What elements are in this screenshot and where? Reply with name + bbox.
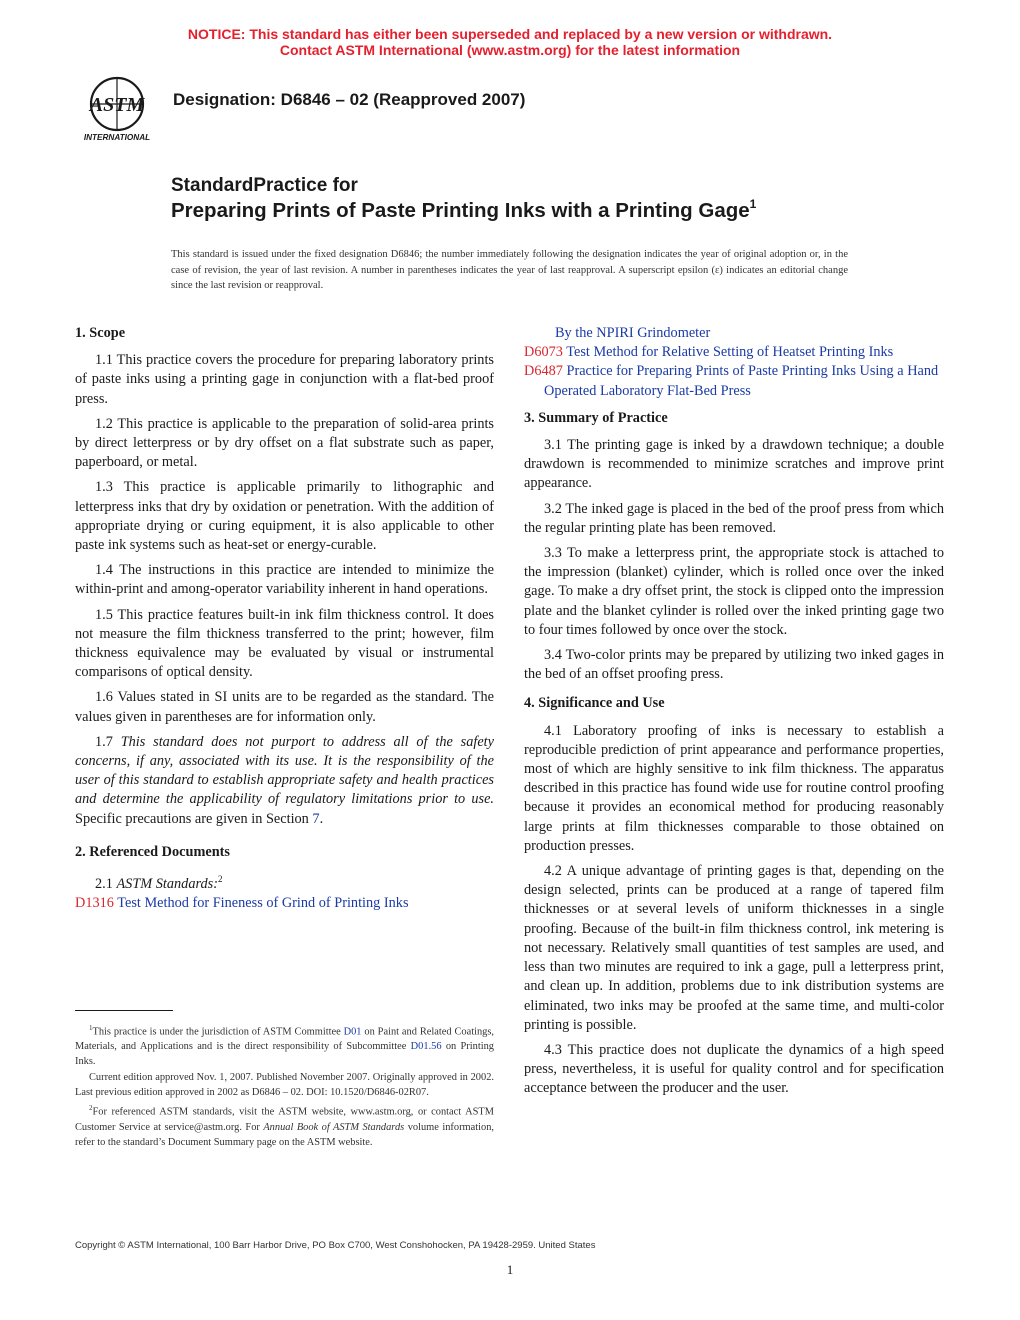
subcommittee-d01-56-link[interactable]: D01.56	[410, 1041, 442, 1053]
scope-1-7	[75, 733, 494, 829]
referenced-2-1-num: 2.1	[95, 875, 117, 892]
astm-logo	[76, 74, 158, 144]
footnote-1-text-a: This practice is under the jurisdiction of ASTM Committee	[92, 1026, 344, 1038]
reference-code-d1316[interactable]: D1316	[75, 895, 114, 912]
right-column	[524, 324, 944, 1105]
notice-line-1: NOTICE: This standard has either been superseded and replaced by a new version or withdrawn.	[187, 26, 833, 42]
significance-4-1: 4.1 Laboratory proofing of inks is necessary to establish a reproducible prediction of print appearance and performance properties, most of which are highly sensitive to ink film thickness. The apparatus described in this practice has found wide use for routine control proofing because it provides an economical method for producing reasonably large prints at film thicknesses comparable to those obtained on production presses.	[524, 722, 944, 854]
safety-caveat: This standard does not purport to address all of the safety concerns, if any, associated with its use. It is the responsibility of the user of this standard to establish appropriate safety and health practices and determine the applicability of regulatory limitations prior to use.	[75, 733, 494, 808]
scope-1-6: 1.6 Values stated in SI units are to be regarded as the standard. The values given in parentheses are for information only.	[75, 689, 494, 725]
summary-3-3: 3.3 To make a letterpress print, the appropriate stock is attached to the impression (blanket) cylinder, which is rolled once over the inked gage. To make a dry offset print, the stock is clipped onto the impression plate and the blanket cylinder is rolled over the inked printing gage two to four times followed by once over the stock.	[524, 545, 944, 638]
reference-code-d6073[interactable]: D6073	[524, 344, 563, 361]
footnote-1-text-c: on Printing Inks.	[75, 1041, 494, 1068]
reference-item-d1316-cont	[524, 324, 944, 343]
title-line-2: Preparing Prints of Paste Printing Inks with a Printing Gage	[171, 199, 750, 222]
reference-item-d6073[interactable]	[524, 343, 944, 362]
title-line-1: StandardPractice for	[171, 175, 358, 196]
scope-1-5: 1.5 This practice features built-in ink film thickness control. It does not measure the film thickness transferred to the print; however, film thickness equivalence may be evaluated by visual or instrumental comparisons of optical density.	[75, 606, 494, 681]
scope-1-7-num: 1.7	[95, 733, 121, 750]
title-footnote-mark: 1	[749, 197, 757, 211]
logo-subtext: INTERNATIONAL	[83, 133, 151, 142]
reference-title-d1316: Test Method for Fineness of Grind of Printing Inks	[117, 895, 409, 912]
reference-title-d6073: Test Method for Relative Setting of Heatset Printing Inks	[566, 344, 894, 361]
summary-3-4: 3.4 Two-color prints may be prepared by utilizing two inked gages in the bed of an offset proofing press.	[524, 647, 944, 683]
astm-standards-label: ASTM Standards:	[116, 875, 218, 892]
section-1-heading: 1. Scope	[75, 325, 126, 341]
left-column	[75, 324, 494, 913]
section-2-heading: 2. Referenced Documents	[75, 843, 230, 860]
issued-note: This standard is issued under the fixed designation D6846; the number immediately following the designation indicates the year of original adoption or, in the case of revision, the year of last revision. A number in parentheses indicates the year of last reapproval. A superscript epsilon (ε) indicates an editorial change since the last revision or reapproval.	[171, 249, 848, 291]
reference-code-d6487[interactable]: D6487	[524, 363, 563, 380]
summary-3-2: 3.2 The inked gage is placed in the bed of the proof press from which the regular printing plate has been removed.	[524, 500, 944, 536]
referenced-2-1	[75, 870, 494, 894]
footnote-edition: Current edition approved Nov. 1, 2007. Published November 2007. Originally approved in 2002. Last previous edition approved in 2002 as D6846 – 02. DOI: 10.1520/D6846-02R07.	[75, 1071, 494, 1098]
designation: Designation: D6846 – 02 (Reapproved 2007)	[173, 90, 526, 109]
reference-item-d6487[interactable]	[524, 362, 944, 400]
footnote-2	[75, 1101, 494, 1150]
footnote-1	[75, 1021, 494, 1070]
scope-1-2: 1.2 This practice is applicable to the preparation of solid-area prints by direct letterpress or by dry offset on a flat substrate such as paper, paperboard, or metal.	[75, 415, 494, 471]
copyright: Copyright © ASTM International, 100 Barr Harbor Drive, PO Box C700, West Conshohocken, PA 19428-2959. United States	[75, 1240, 596, 1251]
supersede-notice	[0, 26, 1020, 58]
footnote-1-text-b: on Paint and Related Coatings, Materials, and Applications and is the direct responsibility of Subcommittee	[75, 1026, 494, 1053]
scope-1-7-tail: Specific precautions are given in Section	[75, 810, 313, 827]
summary-3-1: 3.1 The printing gage is inked by a drawdown technique; a double drawdown is recommended to minimize scratches and improve print appearance.	[524, 437, 944, 492]
logo-text: ASTM	[89, 94, 145, 116]
annual-book-title: Annual Book of ASTM Standards	[263, 1121, 405, 1133]
scope-1-4: 1.4 The instructions in this practice are intended to minimize the within-print and among-operator variability inherent in hand operations.	[75, 562, 494, 598]
footnote-2-text-a: For referenced ASTM standards, visit the ASTM website, www.astm.org, or contact ASTM Customer Service at service@astm.org. For	[75, 1106, 494, 1133]
section-7-link[interactable]: 7	[312, 810, 320, 827]
footnote-1-mark: 1	[89, 1024, 93, 1032]
reference-item-d1316[interactable]	[75, 894, 494, 913]
scope-1-3: 1.3 This practice is applicable primarily to lithographic and letterpress inks that dry by oxidation or penetration. With the addition of appropriate drying or curing equipment, it is also applicable to other paste ink systems such as heat-set or energy-curable.	[75, 479, 494, 554]
section-3-heading: 3. Summary of Practice	[524, 409, 668, 426]
page-number: 1	[506, 1262, 514, 1277]
footnote-rule	[75, 1010, 173, 1011]
reference-title-d1316-cont: By the NPIRI Grindometer	[555, 325, 711, 341]
section-4-heading: 4. Significance and Use	[524, 695, 665, 712]
footnote-2-text-b: volume information, refer to the standard’s Document Summary page on the ASTM website.	[75, 1121, 494, 1148]
footnotes	[75, 1021, 494, 1151]
significance-4-2: 4.2 A unique advantage of printing gages is that, depending on the design selected, prints can be produced at a range of tapered film thicknesses or at several levels of uniform thicknesses in a single proofing. Because of the built-in film thickness control, ink metering is not necessary. Relatively small quantities of test samples are used, and less than two minutes are required to ink a gage, pull a letterpress print, and clean up. In addition, problems due to ink distribution systems are eliminated, two inks may be proofed at the same time, and multi-color printing is possible.	[524, 863, 944, 1033]
notice-line-2: Contact ASTM International (www.astm.org) for the latest information	[279, 42, 741, 58]
referenced-footnote-mark: 2	[218, 874, 223, 885]
footnote-2-mark: 2	[89, 1104, 93, 1113]
committee-d01-link[interactable]: D01	[343, 1026, 362, 1038]
scope-1-1: 1.1 This practice covers the procedure for preparing laboratory prints of paste inks using a printing gage in conjunction with a flat-bed proof press.	[75, 352, 494, 407]
scope-1-7-end: .	[319, 810, 324, 827]
reference-title-d6487: Practice for Preparing Prints of Paste Printing Inks Using a Hand Operated Laboratory Flat-Bed Press	[544, 363, 939, 399]
significance-4-3: 4.3 This practice does not duplicate the dynamics of a high speed press, nevertheless, it is useful for quality control and for specification acceptance between the producer and the user.	[524, 1041, 944, 1097]
document-title	[171, 199, 756, 223]
